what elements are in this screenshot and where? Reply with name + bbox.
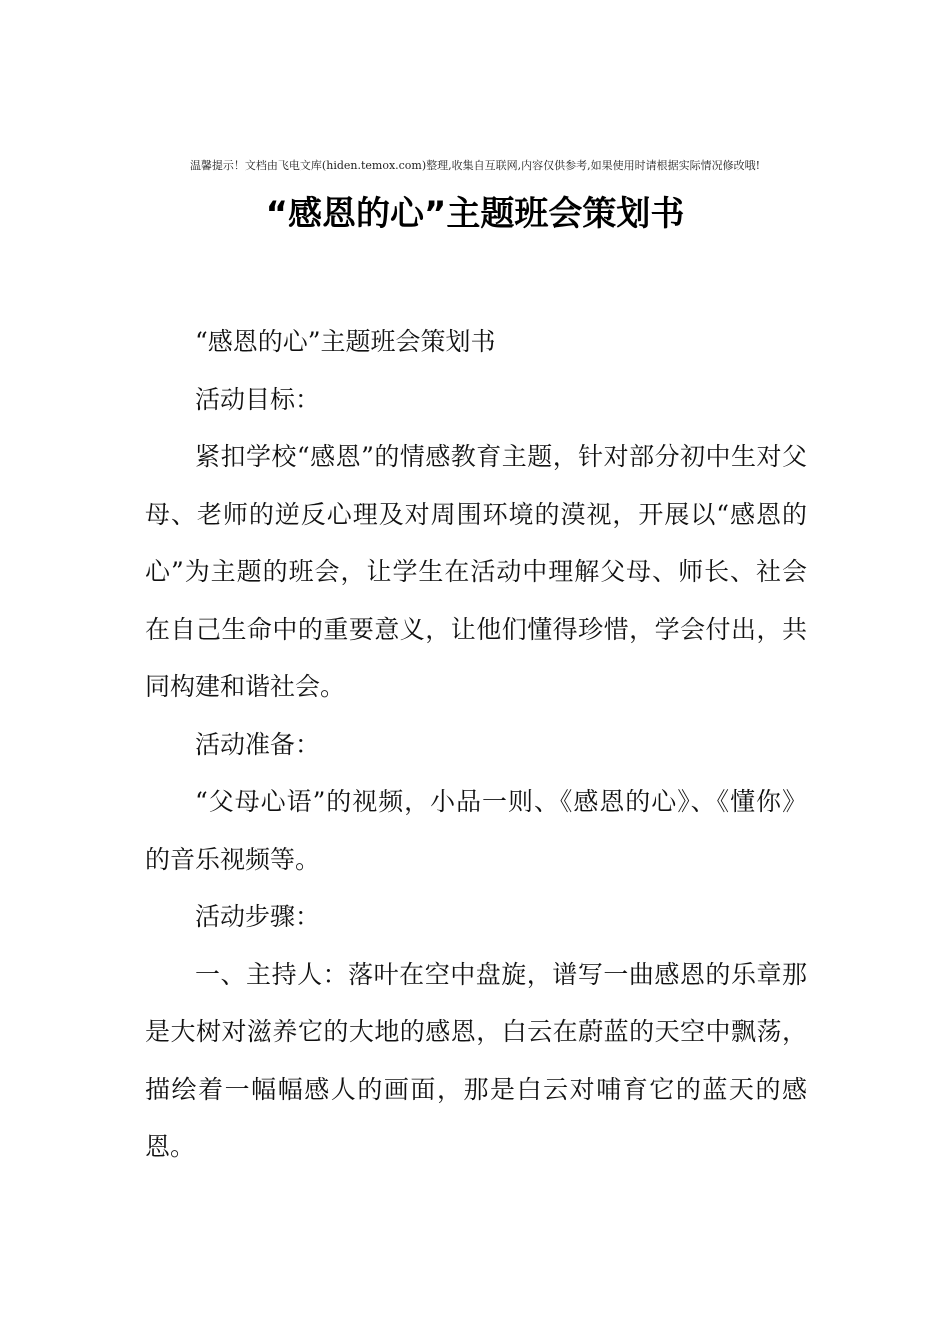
paragraph-goal-text: 紧扣学校“感恩”的情感教育主题，针对部分初中生对父母、老师的逆反心理及对周围环境的漠视，开展以“感恩的心”为主题的班会，让学生在活动中理解父母、师长、社会在自己生命中的重要意义，让他们懂得珍惜，学会付出，共同构建和谐社会。	[145, 442, 807, 701]
paragraph-prep-text: “父母心语”的视频，小品一则、《感恩的心》、《懂你》的音乐视频等。	[145, 787, 807, 874]
paragraph-step-one: 一、主持人：落叶在空中盘旋，谱写一曲感恩的乐章那是大树对滋养它的大地的感恩，白云在蔚蓝的天空中飘荡，描绘着一幅幅感人的画面，那是白云对哺育它的蓝天的感恩。	[145, 959, 807, 1161]
paragraph-goal-heading: 活动目标：	[195, 384, 321, 414]
document-body	[145, 313, 807, 1176]
document-title: “感恩的心”主题班会策划书	[265, 194, 685, 234]
paragraph-subtitle: “感恩的心”主题班会策划书	[195, 327, 496, 356]
paragraph-prep-heading: 活动准备：	[195, 729, 321, 759]
header-notice: 温馨提示！文档由飞电文库(hiden.temox.com)整理,收集自互联网,内容仅供参考,如果使用时请根据实际情况修改哦!	[189, 159, 761, 172]
paragraph-steps-heading: 活动步骤：	[195, 902, 321, 931]
